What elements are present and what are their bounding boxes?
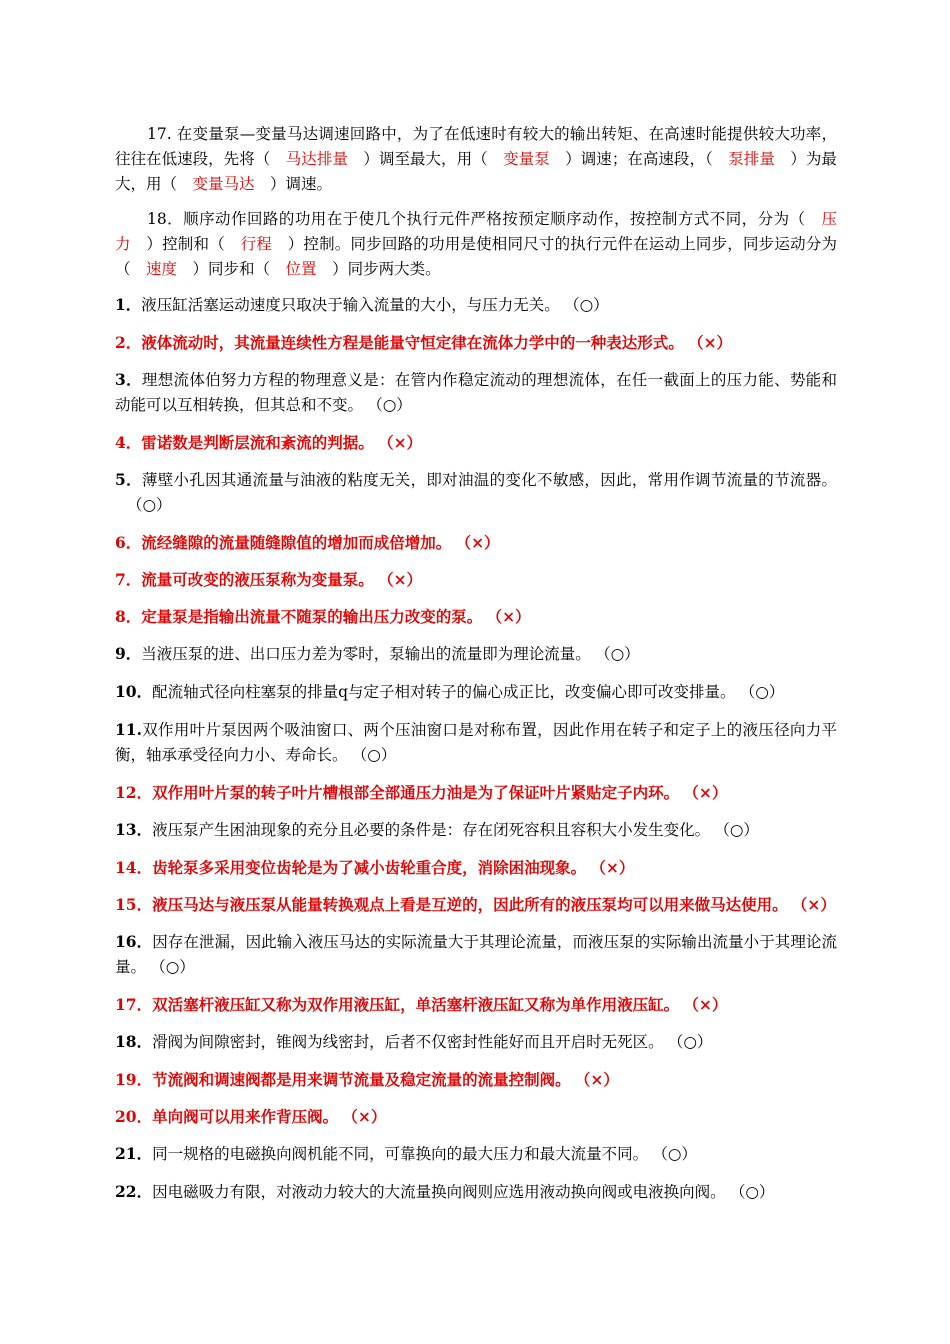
- fill-in-text: [115, 122, 837, 197]
- answer-mark: （×）: [582, 1070, 619, 1089]
- item-number: 16．: [115, 932, 153, 951]
- judgement-item: [115, 892, 837, 917]
- item-text: 当液压泵的进、出口压力差为零时，泵输出的流量即为理论流量。: [141, 645, 591, 663]
- fill-in-question: [115, 122, 837, 197]
- item-number: 12．: [115, 783, 153, 802]
- item-number: 10．: [115, 682, 153, 701]
- answer-mark: （○）: [675, 1033, 713, 1051]
- item-number: 15．: [115, 895, 153, 914]
- judgement-item: [115, 467, 837, 518]
- question-text: ）控制。同步回路的功用是使相同尺寸的执行元件在运动上同步，同步运动分为（: [115, 235, 837, 278]
- item-number: 19．: [115, 1070, 153, 1089]
- answer-blank: 变量泵: [503, 150, 550, 168]
- judgement-item: [115, 604, 837, 629]
- question-text: ）同步和（: [177, 260, 286, 278]
- fill-in-text: [115, 207, 837, 282]
- item-text: 同一规格的电磁换向阀机能不同，可靠换向的最大压力和最大流量不同。: [152, 1145, 649, 1163]
- fill-in-question: [115, 207, 837, 282]
- true-false-section: [115, 292, 837, 1205]
- item-number: 1．: [115, 295, 142, 314]
- judgement-item: [115, 330, 837, 355]
- answer-mark: （○）: [722, 821, 759, 839]
- item-number: 7．: [115, 570, 142, 589]
- judgement-item: [115, 992, 837, 1017]
- answer-mark: （○）: [359, 746, 397, 764]
- item-text: 节流阀和调速阀都是用来调节流量及稳定流量的流量控制阀。: [152, 1070, 571, 1089]
- item-number: 18．: [115, 1032, 153, 1051]
- answer-mark: （×）: [695, 333, 733, 352]
- item-text: 单向阀可以用来作背压阀。: [152, 1107, 339, 1126]
- item-number: 3．: [115, 370, 142, 389]
- question-text: ）调至最大，用（: [347, 150, 504, 168]
- document-page: [115, 122, 837, 1217]
- item-text: 液压马达与液压泵从能量转换观点上看是互逆的，因此所有的液压泵均可以用来做马达使用。: [152, 895, 788, 914]
- item-number: 11.: [115, 720, 142, 739]
- answer-mark: （×）: [691, 783, 728, 802]
- item-number: 8．: [115, 607, 142, 626]
- item-number: 6．: [115, 533, 142, 552]
- item-text: 因电磁吸力有限，对液动力较大的大流量换向阀则应选用液动换向阀或电液换向阀。: [152, 1183, 726, 1201]
- item-text: 齿轮泵多采用变位齿轮是为了减小齿轮重合度，消除困油现象。: [152, 858, 587, 877]
- item-number: 2．: [115, 333, 142, 352]
- item-number: 13．: [115, 820, 153, 839]
- judgement-item: [115, 855, 837, 880]
- judgement-item: [115, 292, 837, 318]
- answer-mark: （×）: [385, 570, 423, 589]
- answer-mark: （○）: [571, 296, 609, 314]
- judgement-item: [115, 1104, 837, 1129]
- answer-mark: （○）: [737, 1183, 775, 1201]
- judgement-item: [115, 679, 837, 705]
- item-text: 双作用叶片泵的转子叶片槽根部全部通压力油是为了保证叶片紧贴定子内环。: [152, 783, 680, 802]
- item-number: 17．: [115, 995, 153, 1014]
- answer-blank: 行程: [240, 235, 273, 253]
- item-text: 定量泵是指输出流量不随泵的输出压力改变的泵。: [141, 607, 483, 626]
- answer-blank: 泵排量: [728, 150, 775, 168]
- item-text: 液体流动时，其流量连续性方程是能量守恒定律在流体力学中的一种表达形式。: [141, 333, 684, 352]
- answer-mark: （○）: [127, 496, 172, 514]
- question-text: ）调速。: [254, 175, 333, 193]
- item-text: 双活塞杆液压缸又称为双作用液压缸，单活塞杆液压缸又称为单作用液压缸。: [152, 995, 680, 1014]
- answer-mark: （×）: [350, 1107, 387, 1126]
- judgement-item: [115, 641, 837, 667]
- answer-mark: （○）: [158, 958, 195, 976]
- answer-blank: 位置: [285, 260, 317, 278]
- item-text: 流经缝隙的流量随缝隙值的增加而成倍增加。: [141, 533, 452, 552]
- answer-mark: （×）: [385, 433, 423, 452]
- item-number: 20．: [115, 1107, 153, 1126]
- judgement-item: [115, 929, 837, 980]
- fill-in-section: [115, 122, 837, 282]
- judgement-item: [115, 1179, 837, 1205]
- answer-mark: （○）: [747, 683, 785, 701]
- question-text: ）为最大，用（: [115, 150, 837, 193]
- judgement-item: [115, 567, 837, 592]
- answer-blank: 速度: [146, 260, 178, 278]
- answer-mark: （×）: [691, 995, 728, 1014]
- item-number: 4．: [115, 433, 142, 452]
- item-number: 22．: [115, 1182, 153, 1201]
- item-text: 液压缸活塞运动速度只取决于输入流量的大小，与压力无关。: [141, 296, 560, 314]
- answer-mark: （×）: [463, 533, 500, 552]
- item-text: 配流轴式径向柱塞泵的排量q与定子相对转子的偏心成正比，改变偏心即可改变排量。: [152, 683, 736, 701]
- item-text: 双作用叶片泵因两个吸油窗口、两个压油窗口是对称布置，因此作用在转子和定子上的液压径向力平衡，轴承承受径向力小、寿命长。: [115, 721, 837, 764]
- item-text: 理想流体伯努力方程的物理意义是：在管内作稳定流动的理想流体，在任一截面上的压力能、势能和动能可以互相转换，但其总和不变。: [115, 371, 837, 414]
- item-text: 雷诺数是判断层流和紊流的判据。: [141, 433, 374, 452]
- answer-mark: （○）: [602, 645, 640, 663]
- item-text: 薄壁小孔因其通流量与油液的粘度无关，即对油温的变化不敏感，因此，常用作调节流量的节流器。: [141, 471, 837, 489]
- item-text: 流量可改变的液压泵称为变量泵。: [141, 570, 374, 589]
- answer-mark: （×）: [598, 858, 635, 877]
- answer-blank: 马达排量: [285, 150, 348, 168]
- item-number: 14．: [115, 858, 153, 877]
- question-text: ）控制和（: [130, 235, 241, 253]
- question-text: 18．顺序动作回路的功用在于使几个执行元件严格按预定顺序动作，按控制方式不同，分为（: [147, 210, 822, 228]
- item-text: 液压泵产生困油现象的充分且必要的条件是：存在闭死容积且容积大小发生变化。: [152, 821, 711, 839]
- item-text: 滑阀为间隙密封，锥阀为线密封，后者不仅密封性能好而且开启时无死区。: [152, 1033, 664, 1051]
- judgement-item: [115, 367, 837, 418]
- judgement-item: [115, 530, 837, 555]
- judgement-item: [115, 430, 837, 455]
- item-number: 5．: [115, 470, 142, 489]
- question-text: 17. 在变量泵—变量马达调速回路中，为了在低速时有较大的输出转矩、在高速时能提供较大功率，往往在低速段，先将（: [115, 125, 837, 168]
- judgement-item: [115, 1141, 837, 1167]
- answer-blank: 压力: [115, 210, 837, 253]
- answer-mark: （○）: [375, 396, 412, 414]
- judgement-item: [115, 1067, 837, 1092]
- question-text: ）调速；在高速段，（: [549, 150, 729, 168]
- judgement-item: [115, 817, 837, 843]
- judgement-item: [115, 1029, 837, 1055]
- item-text: 因存在泄漏，因此输入液压马达的实际流量大于其理论流量，而液压泵的实际输出流量小于其理论流量。: [115, 933, 837, 976]
- answer-blank: 变量马达: [192, 175, 255, 193]
- answer-mark: （×）: [494, 607, 531, 626]
- answer-mark: （×）: [799, 895, 836, 914]
- item-number: 21．: [115, 1144, 153, 1163]
- question-text: ）同步两大类。: [316, 260, 441, 278]
- judgement-item: [115, 780, 837, 805]
- judgement-item: [115, 717, 837, 768]
- item-number: 9．: [115, 644, 142, 663]
- answer-mark: （○）: [660, 1145, 697, 1163]
